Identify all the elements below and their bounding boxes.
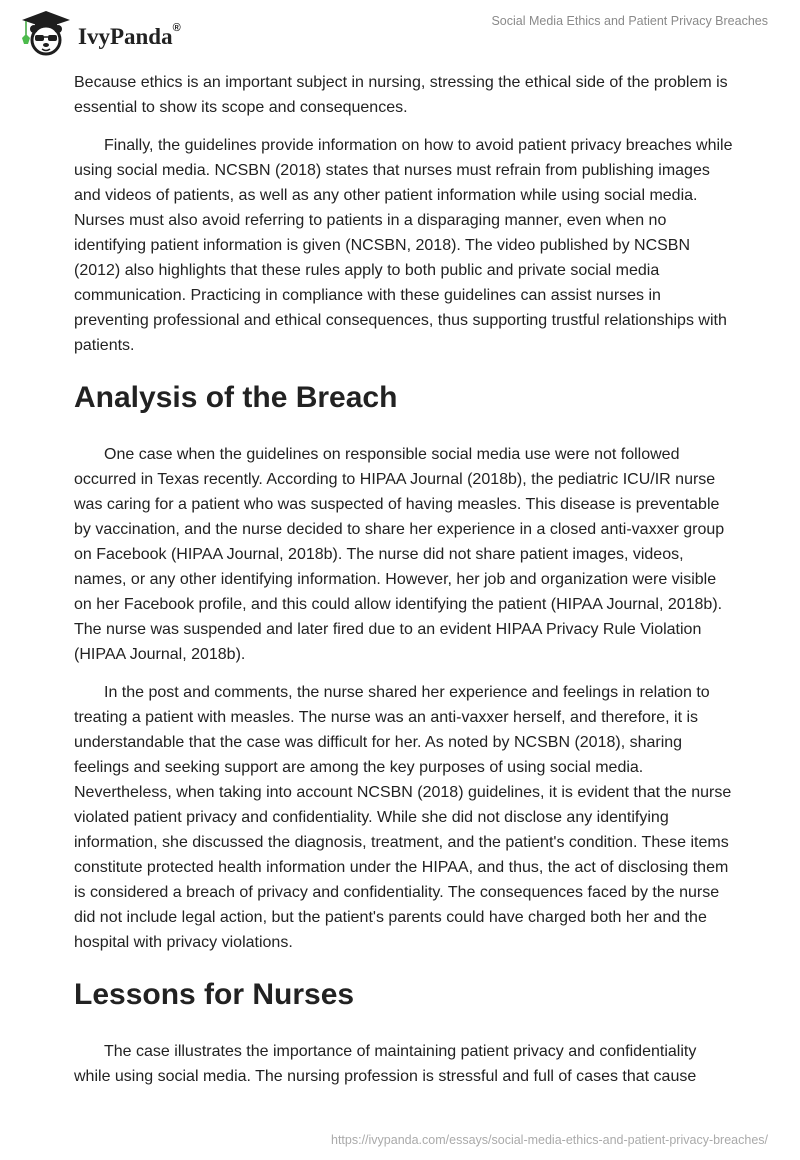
essay-content <box>74 70 734 1102</box>
source-url[interactable]: https://ivypanda.com/essays/social-media-ethics-and-patient-privacy-breaches/ <box>331 1133 768 1147</box>
paragraph: One case when the guidelines on responsible social media use were not followed occurred in Texas recently. According to HIPAA Journal (2018b), the pediatric ICU/IR nurse was caring for a patient who was suspected of having measles. This disease is preventable by vaccination, and the nurse decided to share her experience in a closed anti-vaxxer group on Facebook (HIPAA Journal, 2018b). The nurse did not share patient images, videos, names, or any other identifying information. However, her job and organization were visible on her Facebook profile, and this could allow identifying the patient (HIPAA Journal, 2018b). The nurse was suspended and later fired due to an evident HIPAA Privacy Rule Violation (HIPAA Journal, 2018b). <box>74 446 725 663</box>
logo-text: IvyPanda® <box>78 21 181 49</box>
page-header <box>0 0 800 60</box>
ivypanda-logo[interactable] <box>18 8 181 61</box>
paragraph: The case illustrates the importance of maintaining patient privacy and confidentiality while using social media. The nursing profession is stressful and full of cases that cause <box>74 1043 697 1085</box>
paragraph: Because ethics is an important subject in nursing, stressing the ethical side of the problem is essential to show its scope and consequences. <box>74 74 728 116</box>
paragraph: In the post and comments, the nurse shared her experience and feelings in relation to treating a patient with measles. The nurse was an anti-vaxxer herself, and therefore, it is understandable that the case was difficult for her. As noted by NCSBN (2018), sharing feelings and seeking support are among the key purposes of using social media. Nevertheless, when taking into account NCSBN (2018) guidelines, it is evident that the nurse violated patient privacy and confidentiality. While she did not disclose any identifying information, she discussed the diagnosis, treatment, and the patient's condition. These items constitute protected health information under the HIPAA, and thus, the act of disclosing them is considered a breach of privacy and confidentiality. The consequences faced by the nurse did not include legal action, but the patient's parents could have charged both her and the hospital with privacy violations. <box>74 684 732 951</box>
registered-mark: ® <box>172 21 181 34</box>
section-heading-analysis: Analysis of the Breach <box>74 381 398 414</box>
panda-graduate-icon <box>18 8 74 61</box>
paragraph: Finally, the guidelines provide information on how to avoid patient privacy breaches while using social media. NCSBN (2018) states that nurses must refrain from publishing images and videos of patients, as well as any other patient information while using social media. Nurses must also avoid referring to patients in a disparaging manner, even when no identifying patient information is given (NCSBN, 2018). The video published by NCSBN (2012) also highlights that these rules apply to both public and private social media communication. Practicing in compliance with these guidelines can assist nurses in preventing professional and ethical consequences, thus supporting trustful relationships with patients. <box>74 137 733 354</box>
section-heading-lessons: Lessons for Nurses <box>74 978 355 1011</box>
document-title: Social Media Ethics and Patient Privacy Breaches <box>491 14 768 28</box>
